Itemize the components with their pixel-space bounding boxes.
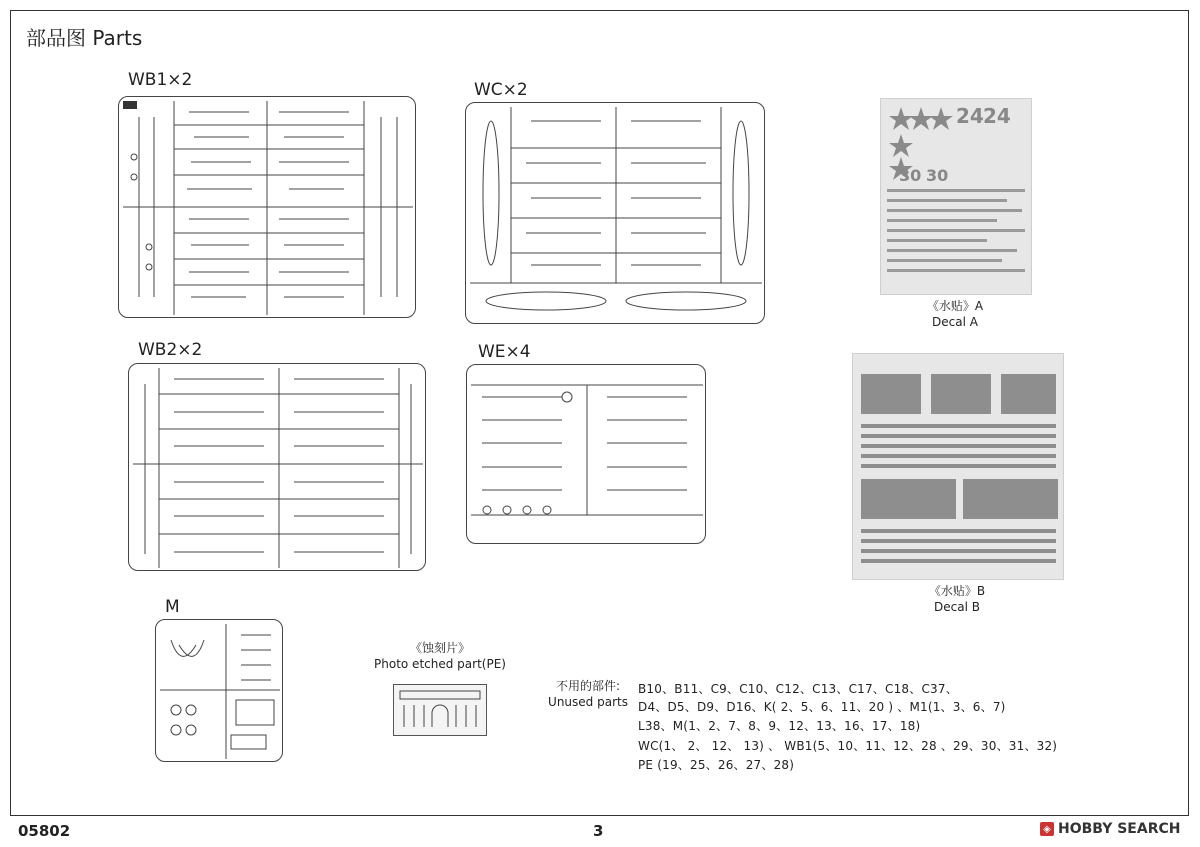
svg-text:24: 24 (956, 104, 984, 128)
decal-b-sheet (852, 353, 1064, 580)
sprue-wb2-label: WB2×2 (138, 340, 203, 360)
footer-product-code: 05802 (18, 822, 71, 840)
pe-caption-en: Photo etched part(PE) (374, 657, 506, 671)
decal-b-caption-en: Decal B (934, 600, 980, 614)
decal-a-drawing (881, 99, 1031, 294)
unused-parts-line-4: WC(1、 2、 12、 13) 、 WB1(5、10、11、12、28 、29、30、31、32) (638, 739, 1058, 753)
sprue-we-drawing (467, 365, 707, 545)
unused-parts-line-3: L38、M(1、2、7、8、9、12、13、16、17、18) (638, 719, 921, 733)
pe-fret-drawing (394, 685, 486, 735)
sprue-m-label: M (165, 597, 180, 617)
decal-a-caption (905, 298, 1005, 330)
sprue-wb2-drawing (129, 364, 427, 572)
svg-text:30: 30 (926, 166, 949, 185)
decal-b-drawing (853, 354, 1063, 579)
decal-b-caption (907, 583, 1007, 615)
sprue-m-drawing (156, 620, 284, 763)
unused-parts-line-2: D4、D5、D9、D16、K( 2、5、6、11、20 ) 、M1(1、3、6、7) (638, 700, 1006, 714)
sprue-we-label: WE×4 (478, 342, 531, 362)
sprue-wb1 (118, 96, 416, 318)
decal-b-caption-cn: 《水贴》B (928, 584, 986, 598)
unused-parts-line-1: B10、B11、C9、C10、C12、C13、C17、C18、C37、 (638, 682, 958, 696)
unused-parts-label-en: Unused parts (548, 695, 628, 709)
sprue-wb1-label: WB1×2 (128, 70, 193, 90)
page-title: 部品图 Parts (26, 26, 143, 50)
watermark-logo-icon: ◈ (1040, 822, 1054, 836)
decal-a-sheet (880, 98, 1032, 295)
unused-parts-line-5: PE (19、25、26、27、28) (638, 758, 795, 772)
footer-page-number: 3 (593, 822, 604, 840)
pe-fret (393, 684, 487, 736)
decal-a-caption-cn: 《水贴》A (926, 299, 984, 313)
sprue-wc (465, 102, 765, 324)
pe-caption-cn: 《蚀刻片》 (409, 641, 470, 655)
decal-a-caption-en: Decal A (932, 315, 978, 329)
unused-parts-label-cn: 不用的部件: (555, 679, 621, 693)
sprue-wb1-drawing (119, 97, 417, 319)
svg-text:30: 30 (899, 166, 922, 185)
pe-caption (370, 640, 510, 672)
svg-text:24: 24 (983, 104, 1011, 128)
sprue-wb2 (128, 363, 426, 571)
sprue-wc-label: WC×2 (474, 80, 528, 100)
sprue-wc-drawing (466, 103, 766, 325)
watermark-text: HOBBY SEARCH (1058, 821, 1181, 837)
unused-parts-label (548, 678, 628, 710)
sprue-we (466, 364, 706, 544)
watermark (1040, 821, 1180, 837)
sprue-m (155, 619, 283, 762)
